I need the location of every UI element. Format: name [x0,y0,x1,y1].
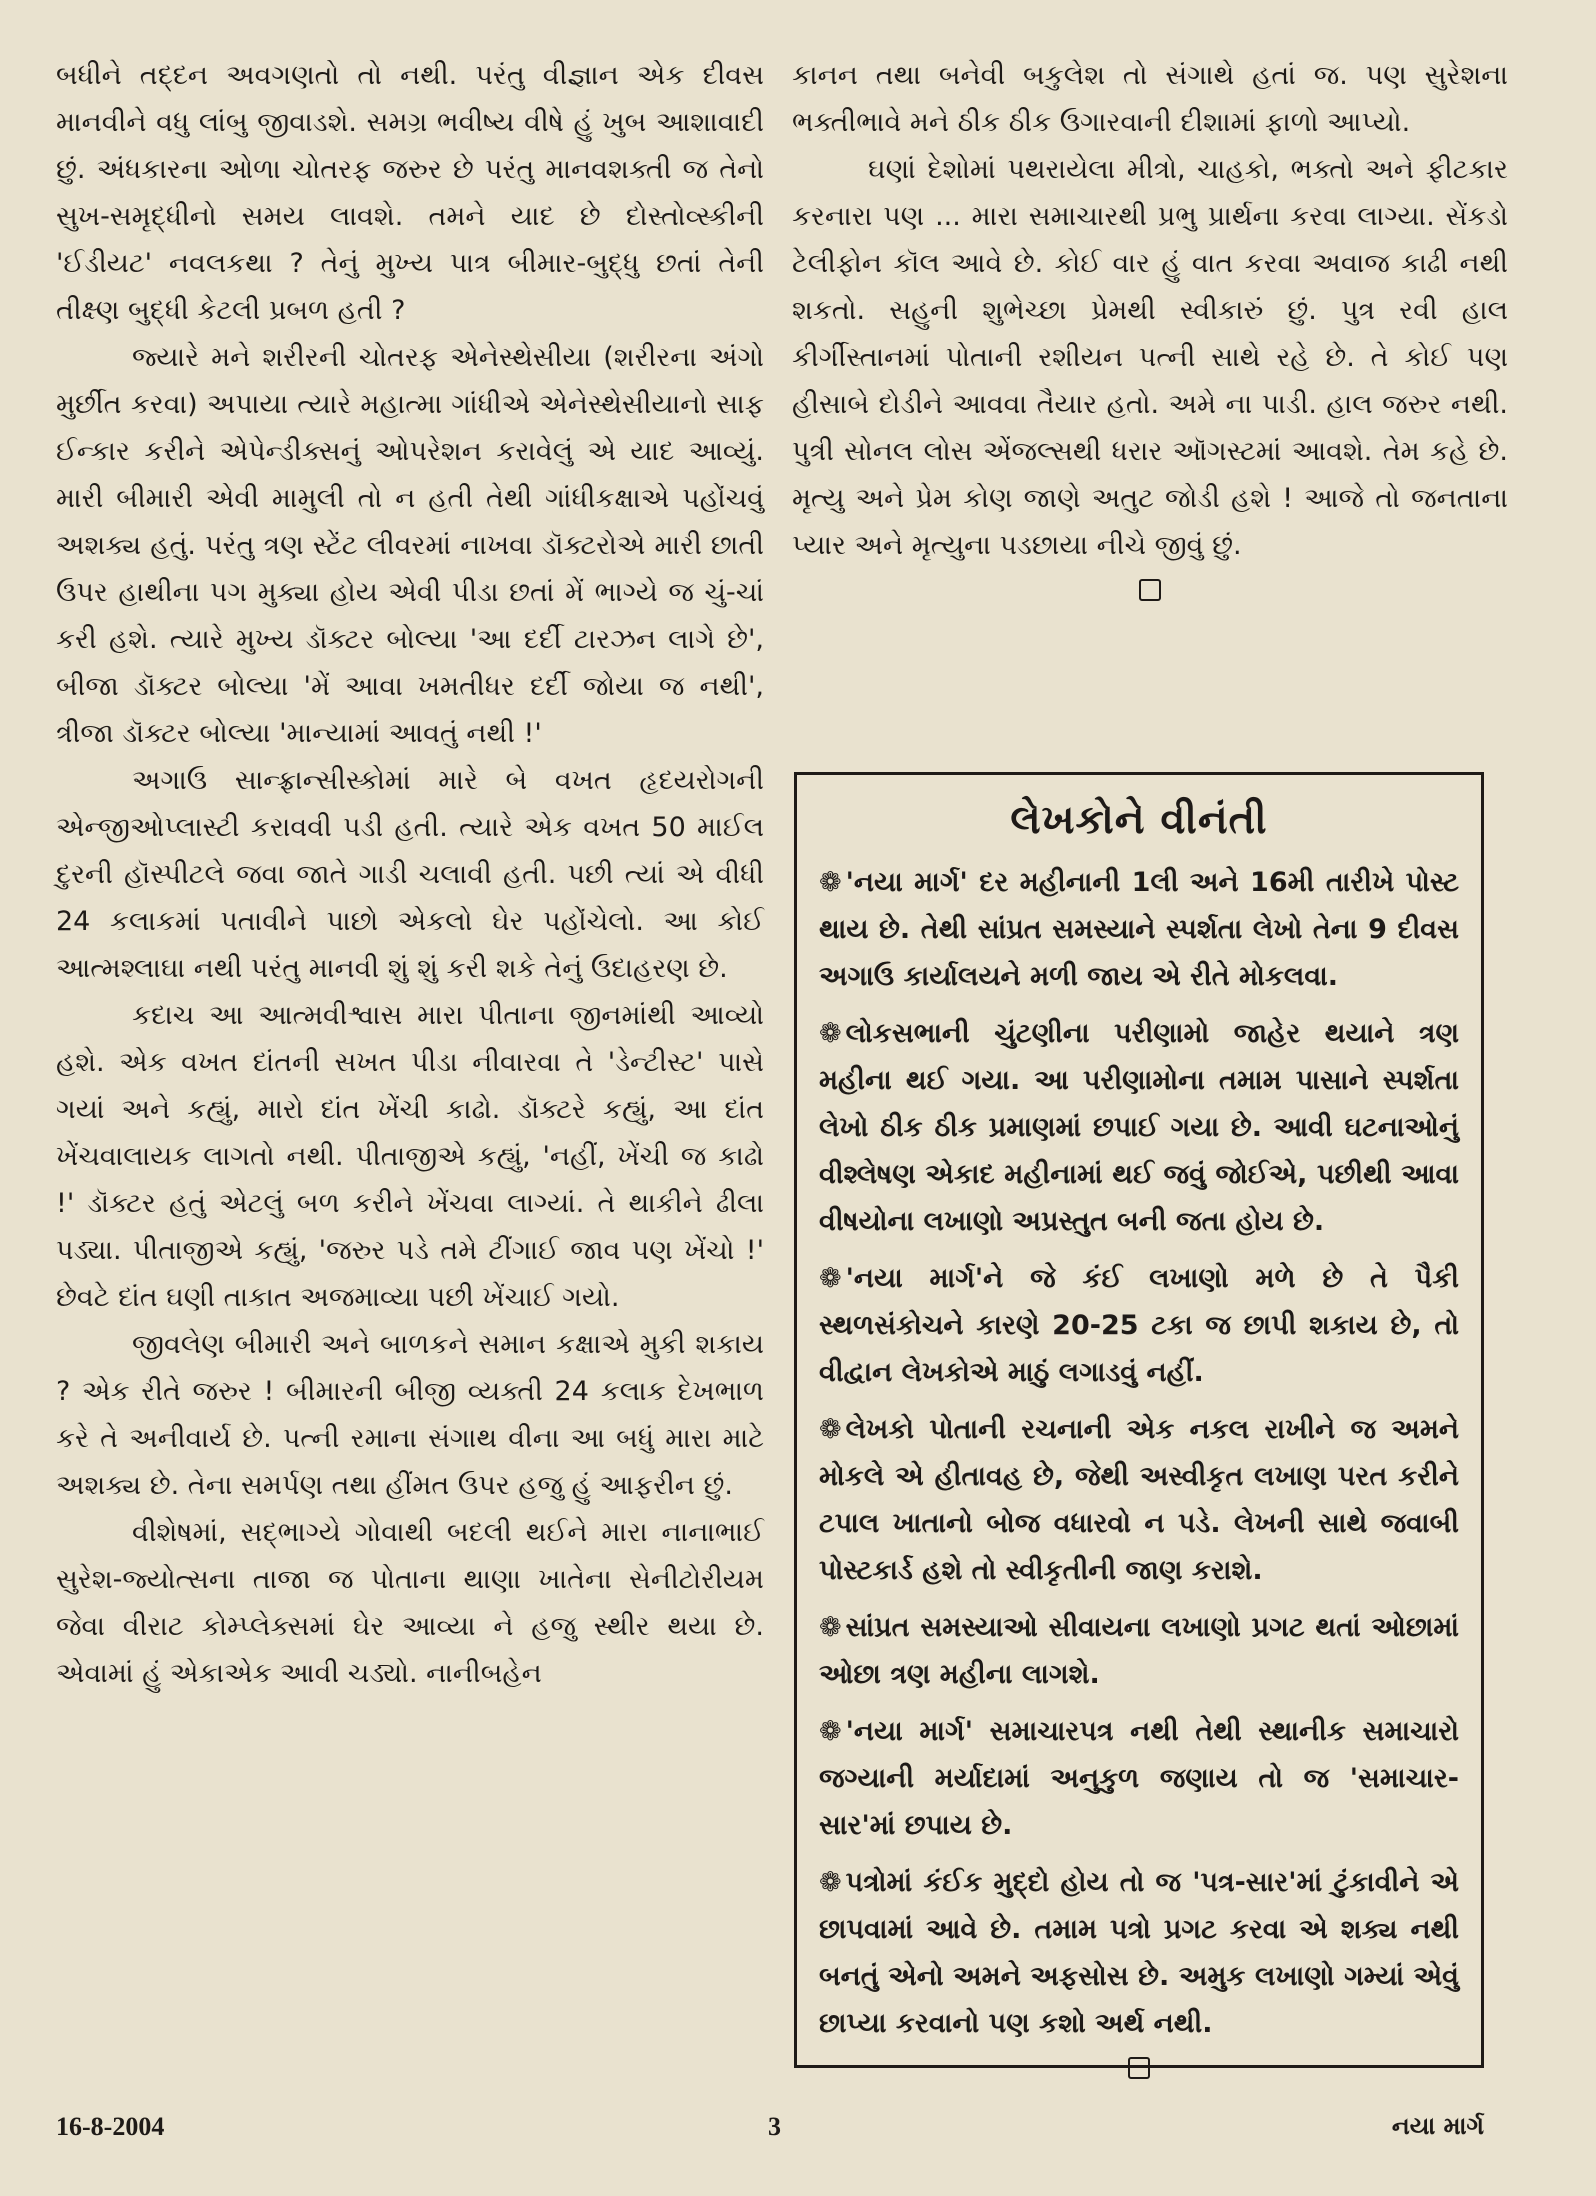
right-column [792,52,1508,601]
notice-box [794,772,1484,2068]
issue-date: 16-8-2004 [56,2112,165,2141]
flower-bullet-icon: ❁ [819,1414,842,1445]
notice-item-7: ❁ પત્રોમાં કંઈક મુદ્દો હોય તો જ 'પત્ર-સાર'માં ટુંકાવીને એ છાપવામાં આવે છે. તમામ પત્રો પ્રગટ કરવા એ શક્ય નથી બનતું એનો અમને અફસોસ છે. અમુક લખાણો ગમ્યાં એવું છાપ્યા કરવાનો પણ કશો અર્થ નથી. [819,1867,1459,2039]
page-number: 3 [768,2112,781,2141]
left-paragraph-5: જીવલેણ બીમારી અને બાળકને સમાન કક્ષાએ મુકી શકાય ? એક રીતે જરુર ! બીમારની બીજી વ્યક્તી 24 કલાક દેખભાળ કરે તે અનીવાર્ય છે. પત્ની રમાના સંગાથ વીના આ બધું મારા માટે અશક્ય છે. તેના સમર્પણ તથા હીંમત ઉપર હજુ હું આફરીન છું. [56,1329,764,1501]
notice-item-3: ❁ 'નયા માર્ગ'ને જે કંઈ લખાણો મળે છે તે પૈકી સ્થળસંકોચને કારણે 20-25 ટકા જ છાપી શકાય છે, તો વીદ્વાન લેખકોએ માઠું લગાડવું નહીં. [819,1263,1459,1388]
notice-item-1: ❁ 'નયા માર્ગ' દર મહીનાની 1લી અને 16મી તારીખે પોસ્ટ થાય છે. તેથી સાંપ્રત સમસ્યાને સ્પર્શતા લેખો તેના 9 દીવસ અગાઉ કાર્યાલયને મળી જાય એ રીતે મોકલવા. [819,867,1459,992]
notice-title: લેખકોને વીનંતી [1010,797,1268,843]
publication-name: નયા માર્ગ [1391,2112,1484,2140]
flower-bullet-icon: ❁ [819,867,842,898]
flower-bullet-icon: ❁ [819,1867,842,1898]
notice-item-2: ❁ લોકસભાની ચુંટણીના પરીણામો જાહેર થયાને ત્રણ મહીના થઈ ગયા. આ પરીણામોના તમામ પાસાને સ્પર્શતા લેખો ઠીક ઠીક પ્રમાણમાં છપાઈ ગયા છે. આવી ઘટનાઓનું વીશ્લેષણ એકાદ મહીનામાં થઈ જવું જોઈએ, પછીથી આવા વીષયોના લખાણો અપ્રસ્તુત બની જતા હોય છે. [819,1018,1459,1237]
notice-item-5: ❁ સાંપ્રત સમસ્યાઓ સીવાયના લખાણો પ્રગટ થતાં ઓછામાં ઓછા ત્રણ મહીના લાગશે. [819,1612,1459,1690]
left-paragraph-1: બધીને તદ્દન અવગણતો તો નથી. પરંતુ વીજ્ઞાન એક દીવસ માનવીને વધુ લાંબુ જીવાડશે. સમગ્ર ભવીષ્ય વીષે હું ખુબ આશાવાદી છું. અંધકારના ઓળા ચોતરફ જરુર છે પરંતુ માનવશક્તી જ તેનો સુખ-સમૃદ્ધીનો સમય લાવશે. તમને યાદ છે દોસ્તોવ્સ્કીની 'ઈડીયટ' નવલકથા ? તેનું મુખ્ય પાત્ર બીમાર-બુદ્ધુ છતાં તેની તીક્ષ્ણ બુદ્ધી કેટલી પ્રબળ હતી ? [56,60,764,326]
left-paragraph-6: વીશેષમાં, સદ્ભાગ્યે ગોવાથી બદલી થઈને મારા નાનાભાઈ સુરેશ-જ્યોત્સના તાજા જ પોતાના થાણા ખાતેના સેનીટોરીયમ જેવા વીરાટ કોમ્પ્લેક્સમાં ઘેર આવ્યા ને હજુ સ્થીર થયા છે. એવામાં હું એકાએક આવી ચડ્યો. નાનીબહેન [56,1517,764,1689]
flower-bullet-icon: ❁ [819,1018,842,1049]
page-footer [56,2112,1484,2152]
flower-bullet-icon: ❁ [819,1263,842,1294]
left-paragraph-3: અગાઉ સાન્ફ્રાન્સીસ્કોમાં મારે બે વખત હૃદયરોગની એન્જીઓપ્લાસ્ટી કરાવવી પડી હતી. ત્યારે એક વખત 50 માઈલ દુરની હૉસ્પીટલે જવા જાતે ગાડી ચલાવી હતી. પછી ત્યાં એ વીધી 24 કલાકમાં પતાવીને પાછો એકલો ઘેર પહોંચેલો. આ કોઈ આત્મશ્લાઘા નથી પરંતુ માનવી શું શું કરી શકે તેનું ઉદાહરણ છે. [56,765,764,984]
left-column [56,52,764,1697]
right-paragraph-1: કાનન તથા બનેવી બકુલેશ તો સંગાથે હતાં જ. પણ સુરેશના ભક્તીભાવે મને ઠીક ઠીક ઉગારવાની દીશામાં ફાળો આપ્યો. [792,60,1508,138]
article-end-mark [1139,579,1161,601]
notice-item-6: ❁ 'નયા માર્ગ' સમાચારપત્ર નથી તેથી સ્થાનીક સમાચારો જગ્યાની મર્યાદામાં અનુકુળ જણાય તો જ 'સમાચાર-સાર'માં છપાય છે. [819,1716,1459,1841]
left-paragraph-2: જ્યારે મને શરીરની ચોતરફ એનેસ્થેસીયા (શરીરના અંગો મુર્છીત કરવા) અપાયા ત્યારે મહાત્મા ગાંધીએ એનેસ્થેસીયાનો સાફ ઈન્કાર કરીને એપેન્ડીક્સનું ઓપરેશન કરાવેલું એ યાદ આવ્યું. મારી બીમારી એવી મામુલી તો ન હતી તેથી ગાંધીકક્ષાએ પહોંચવું અશક્ય હતું. પરંતુ ત્રણ સ્ટેંટ લીવરમાં નાખવા ડૉક્ટરોએ મારી છાતી ઉપર હાથીના પગ મુક્યા હોય એવી પીડા છતાં મેં ભાગ્યે જ ચું-ચાં કરી હશે. ત્યારે મુખ્ય ડૉક્ટર બોલ્યા 'આ દર્દી ટારઝન લાગે છે', બીજા ડૉક્ટર બોલ્યા 'મેં આવા ખમતીધર દર્દી જોયા જ નથી', ત્રીજા ડૉક્ટર બોલ્યા 'માન્યામાં આવતું નથી !' [56,342,764,749]
notice-item-4: ❁ લેખકો પોતાની રચનાની એક નકલ રાખીને જ અમને મોકલે એ હીતાવહ છે, જેથી અસ્વીકૃત લખાણ પરત કરીને ટપાલ ખાતાનો બોજ વધારવો ન પડે. લેખની સાથે જવાબી પોસ્ટકાર્ડ હશે તો સ્વીકૃતીની જાણ કરાશે. [819,1414,1459,1586]
flower-bullet-icon: ❁ [819,1716,842,1747]
left-paragraph-4: કદાચ આ આત્મવીશ્વાસ મારા પીતાના જીનમાંથી આવ્યો હશે. એક વખત દાંતની સખત પીડા નીવારવા તે 'ડેન્ટીસ્ટ' પાસે ગયાં અને કહ્યું, મારો દાંત ખેંચી કાઢો. ડૉક્ટરે કહ્યું, આ દાંત ખેંચવાલાયક લાગતો નથી. પીતાજીએ કહ્યું, 'નહીં, ખેંચી જ કાઢો !' ડૉક્ટર હતું એટલું બળ કરીને ખેંચવા લાગ્યાં. તે થાકીને ઢીલા પડ્યા. પીતાજીએ કહ્યું, 'જરુર પડે તમે ટીંગાઈ જાવ પણ ખેંચો !' છેવટે દાંત ઘણી તાકાત અજમાવ્યા પછી ખેંચાઈ ગયો. [56,1000,764,1313]
notice-end-mark [1128,2057,1150,2079]
right-paragraph-2: ઘણાં દેશોમાં પથરાયેલા મીત્રો, ચાહકો, ભક્તો અને ફીટકાર કરનારા પણ ... મારા સમાચારથી પ્રભુ પ્રાર્થના કરવા લાગ્યા. સેંકડો ટેલીફોન કૉલ આવે છે. કોઈ વાર હું વાત કરવા અવાજ કાઢી નથી શકતો. સહુની શુભેચ્છા પ્રેમથી સ્વીકારું છું. પુત્ર રવી હાલ કીર્ગીસ્તાનમાં પોતાની રશીયન પત્ની સાથે રહે છે. તે કોઈ પણ હીસાબે દોડીને આવવા તૈયાર હતો. અમે ના પાડી. હાલ જરુર નથી. પુત્રી સોનલ લોસ એંજલ્સથી ધરાર ઑગસ્ટમાં આવશે. તેમ કહે છે. મૃત્યુ અને પ્રેમ કોણ જાણે અતુટ જોડી હશે ! આજે તો જનતાના પ્યાર અને મૃત્યુના પડછાયા નીચે જીવું છું. [792,154,1508,561]
flower-bullet-icon: ❁ [819,1612,842,1643]
